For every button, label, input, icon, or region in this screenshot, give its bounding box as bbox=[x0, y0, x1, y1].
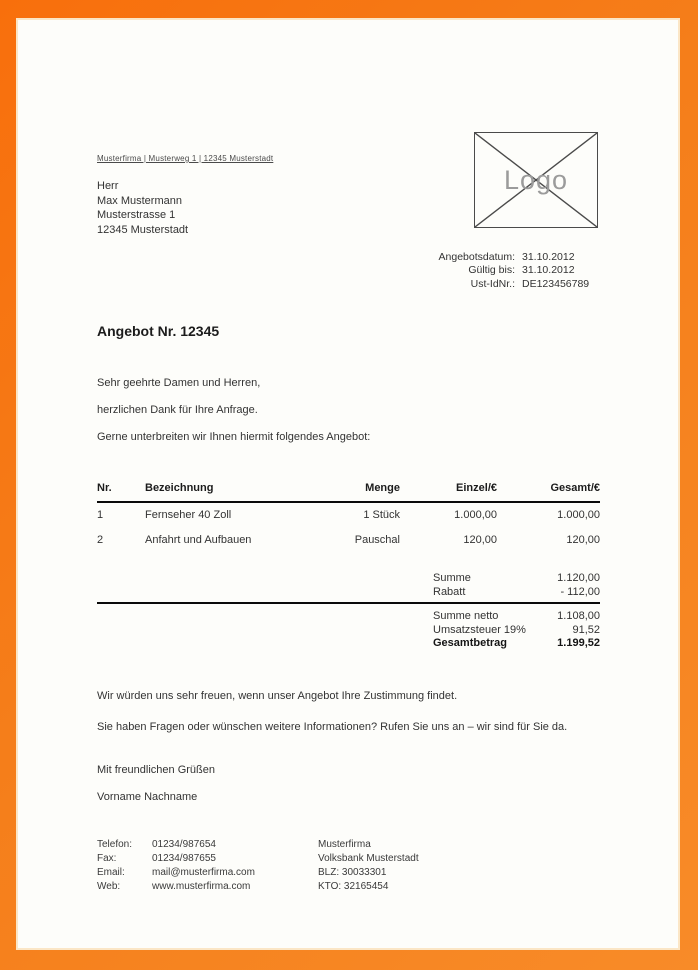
recipient-city: 12345 Musterstadt bbox=[97, 223, 189, 236]
bank-kto: KTO: 32165454 bbox=[318, 881, 389, 892]
cell-bezeichnung: Anfahrt und Aufbauen bbox=[145, 534, 252, 546]
footer-bank-block bbox=[318, 838, 419, 894]
total-label: Summe bbox=[433, 572, 471, 584]
total-row-netto bbox=[97, 610, 600, 624]
cell-menge: 1 Stück bbox=[363, 509, 400, 521]
totals-block bbox=[97, 571, 600, 651]
contact-value: 01234/987655 bbox=[152, 853, 216, 864]
meta-value: 31.10.2012 bbox=[522, 251, 575, 263]
contact-value: www.musterfirma.com bbox=[152, 881, 251, 892]
total-label: Rabatt bbox=[433, 586, 466, 598]
bank-company: Musterfirma bbox=[318, 839, 371, 850]
meta-row-vat-id bbox=[389, 278, 600, 291]
contact-row-fax bbox=[97, 852, 255, 866]
total-value: - 112,00 bbox=[560, 586, 600, 598]
header-cell-einzel: Einzel/€ bbox=[456, 482, 497, 494]
contact-row-telefon bbox=[97, 838, 255, 852]
header-cell-menge: Menge bbox=[365, 482, 400, 494]
total-label: Gesamtbetrag bbox=[433, 637, 507, 649]
cell-bezeichnung: Fernseher 40 Zoll bbox=[145, 509, 232, 521]
bank-blz: BLZ: 30033301 bbox=[318, 867, 387, 878]
contact-label: Telefon: bbox=[97, 839, 133, 850]
total-row-umsatzsteuer bbox=[97, 624, 600, 638]
total-value: 91,52 bbox=[572, 623, 600, 636]
cell-einzel: 1.000,00 bbox=[454, 509, 497, 521]
offer-meta-block bbox=[389, 251, 600, 291]
meta-label: Angebotsdatum: bbox=[438, 251, 515, 263]
total-value: 1.120,00 bbox=[557, 572, 600, 584]
meta-row-valid-until bbox=[389, 264, 600, 277]
table-row bbox=[97, 509, 600, 521]
bank-name: Volksbank Musterstadt bbox=[318, 853, 419, 864]
meta-label: Ust-IdNr.: bbox=[470, 277, 515, 290]
logo-placeholder bbox=[474, 132, 598, 228]
meta-value: DE123456789 bbox=[522, 277, 590, 290]
cell-menge: Pauschal bbox=[354, 534, 400, 546]
cell-nr: 2 bbox=[97, 534, 104, 546]
header-cell-bezeichnung: Bezeichnung bbox=[145, 482, 214, 494]
meta-row-date bbox=[389, 251, 600, 264]
contact-label: Web: bbox=[97, 881, 121, 892]
subtotal-row-summe bbox=[97, 571, 600, 585]
contact-label: Fax: bbox=[97, 853, 117, 864]
header-cell-nr: Nr. bbox=[97, 482, 112, 494]
sender-return-address: Musterfirma | Musterweg 1 | 12345 Musterstadt bbox=[97, 154, 274, 163]
contact-label: Email: bbox=[97, 867, 125, 878]
closing-paragraph-questions: Sie haben Fragen oder wünschen weitere Informationen? Rufen Sie uns an – wir sind für Sie da. bbox=[97, 721, 568, 733]
signature-name: Vorname Nachname bbox=[97, 791, 198, 803]
footer-contact-list bbox=[97, 838, 255, 894]
logo-label: Logo bbox=[503, 164, 569, 195]
final-totals bbox=[97, 610, 600, 651]
recipient-street: Musterstrasse 1 bbox=[97, 209, 176, 222]
recipient-salutation: Herr bbox=[97, 180, 119, 192]
intro-paragraph-offer: Gerne unterbreiten wir Ihnen hiermit folgendes Angebot: bbox=[97, 431, 371, 443]
recipient-name: Max Mustermann bbox=[97, 194, 182, 207]
table-header-row bbox=[97, 482, 600, 503]
total-label: Summe netto bbox=[433, 610, 499, 622]
header-cell-gesamt: Gesamt/€ bbox=[550, 482, 600, 494]
signoff: Mit freundlichen Grüßen bbox=[97, 764, 215, 776]
intro-paragraph-thanks: herzlichen Dank für Ihre Anfrage. bbox=[97, 404, 258, 416]
totals-divider bbox=[97, 602, 600, 604]
contact-value: 01234/987654 bbox=[152, 839, 216, 850]
total-row-gesamtbetrag bbox=[97, 637, 600, 651]
total-label: Umsatzsteuer 19% bbox=[433, 623, 526, 636]
cell-gesamt: 120,00 bbox=[566, 534, 600, 546]
total-value: 1.199,52 bbox=[557, 637, 600, 649]
offer-title: Angebot Nr. 12345 bbox=[97, 323, 220, 339]
table-row bbox=[97, 534, 600, 546]
meta-value: 31.10.2012 bbox=[522, 264, 575, 277]
cell-nr: 1 bbox=[97, 509, 104, 521]
cell-einzel: 120,00 bbox=[463, 534, 497, 546]
contact-row-email bbox=[97, 866, 255, 880]
recipient-address bbox=[97, 179, 188, 237]
total-value: 1.108,00 bbox=[557, 610, 600, 622]
closing-paragraph-approval: Wir würden uns sehr freuen, wenn unser Angebot Ihre Zustimmung findet. bbox=[97, 690, 458, 702]
contact-value: mail@musterfirma.com bbox=[152, 867, 255, 878]
contact-row-web bbox=[97, 880, 255, 894]
intro-paragraph-salutation: Sehr geehrte Damen und Herren, bbox=[97, 377, 261, 389]
invoice-page bbox=[18, 20, 678, 948]
cell-gesamt: 1.000,00 bbox=[557, 509, 600, 521]
subtotal-row-rabatt bbox=[97, 585, 600, 599]
items-table bbox=[97, 482, 600, 546]
meta-label: Gültig bis: bbox=[468, 264, 515, 277]
